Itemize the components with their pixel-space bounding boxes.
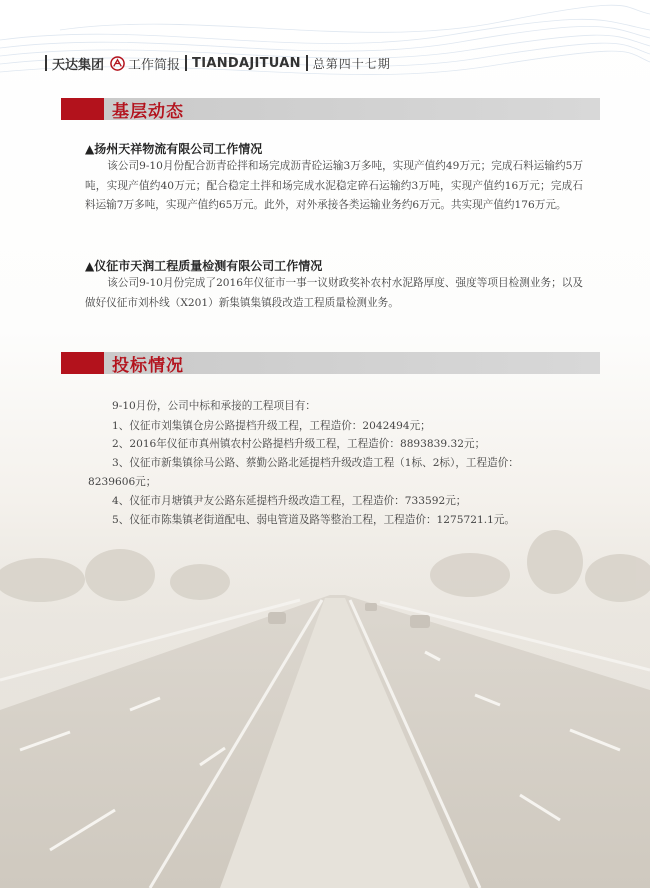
section-title: 投标情况: [112, 355, 184, 376]
page-header: [40, 52, 391, 74]
bidding-item: 5、仪征市陈集镇老街道配电、弱电管道及路等整治工程，工程造价：1275721.1元。: [112, 514, 516, 526]
bidding-item: 3、仪征市新集镇徐马公路、蔡勤公路北延提档升级改造工程（1标、2标），工程造价：: [112, 457, 519, 469]
header-divider: [45, 55, 47, 71]
bidding-item-continuation: 8239606元；: [88, 476, 157, 488]
bidding-intro: 9-10月份，公司中标和承接的工程项目有：: [112, 400, 316, 412]
header-divider: [306, 55, 308, 71]
article-body: 该公司9-10月份完成了2016年仪征市一事一议财政奖补农村水泥路厚度、强度等项目检测业务；以及做好仪征市刘朴线（X201）新集镇集镇段改造工程质量检测业务。: [85, 277, 583, 309]
section-title: 基层动态: [112, 101, 184, 122]
header-issue-number: 总第四十七期: [312, 56, 391, 71]
section-heading-marker: [61, 352, 104, 374]
highway-background-image: [0, 520, 650, 888]
section-heading-bidding: [61, 352, 600, 374]
header-magazine-name: 工作简报: [128, 57, 181, 73]
bidding-item: 2、2016年仪征市真州镇农村公路提档升级工程，工程造价：8893839.32元；: [112, 438, 486, 450]
header-wave-decoration: [0, 0, 650, 95]
bidding-item: 4、仪征市月塘镇尹友公路东延提档升级改造工程，工程造价：733592元；: [112, 495, 467, 507]
section-heading-grassroots: [61, 98, 600, 120]
company-logo-icon: [110, 56, 125, 71]
section-heading-marker: [61, 98, 104, 120]
bidding-item: 1、仪征市刘集镇仓房公路提档升级工程，工程造价：2042494元；: [112, 420, 431, 432]
header-divider: [185, 55, 187, 71]
header-latin-name: TIANDAJITUAN: [192, 55, 301, 71]
article-title: ▲扬州天祥物流有限公司工作情况: [85, 142, 263, 156]
header-brand: 天达集团: [52, 57, 105, 73]
article-body: 该公司9-10月份配合沥青砼拌和场完成沥青砼运输3万多吨，实现产值约49万元；完成石料运输约5万吨，实现产值约40万元；配合稳定土拌和场完成水泥稳定碎石运输约3万吨，实现产值约16万元；完成石料运输7万多吨，实现产值约65万元。此外，对外承接各类运输业务约6万元。共实现产值约176万元。: [85, 160, 583, 211]
article-title: ▲仪征市天润工程质量检测有限公司工作情况: [85, 259, 323, 273]
